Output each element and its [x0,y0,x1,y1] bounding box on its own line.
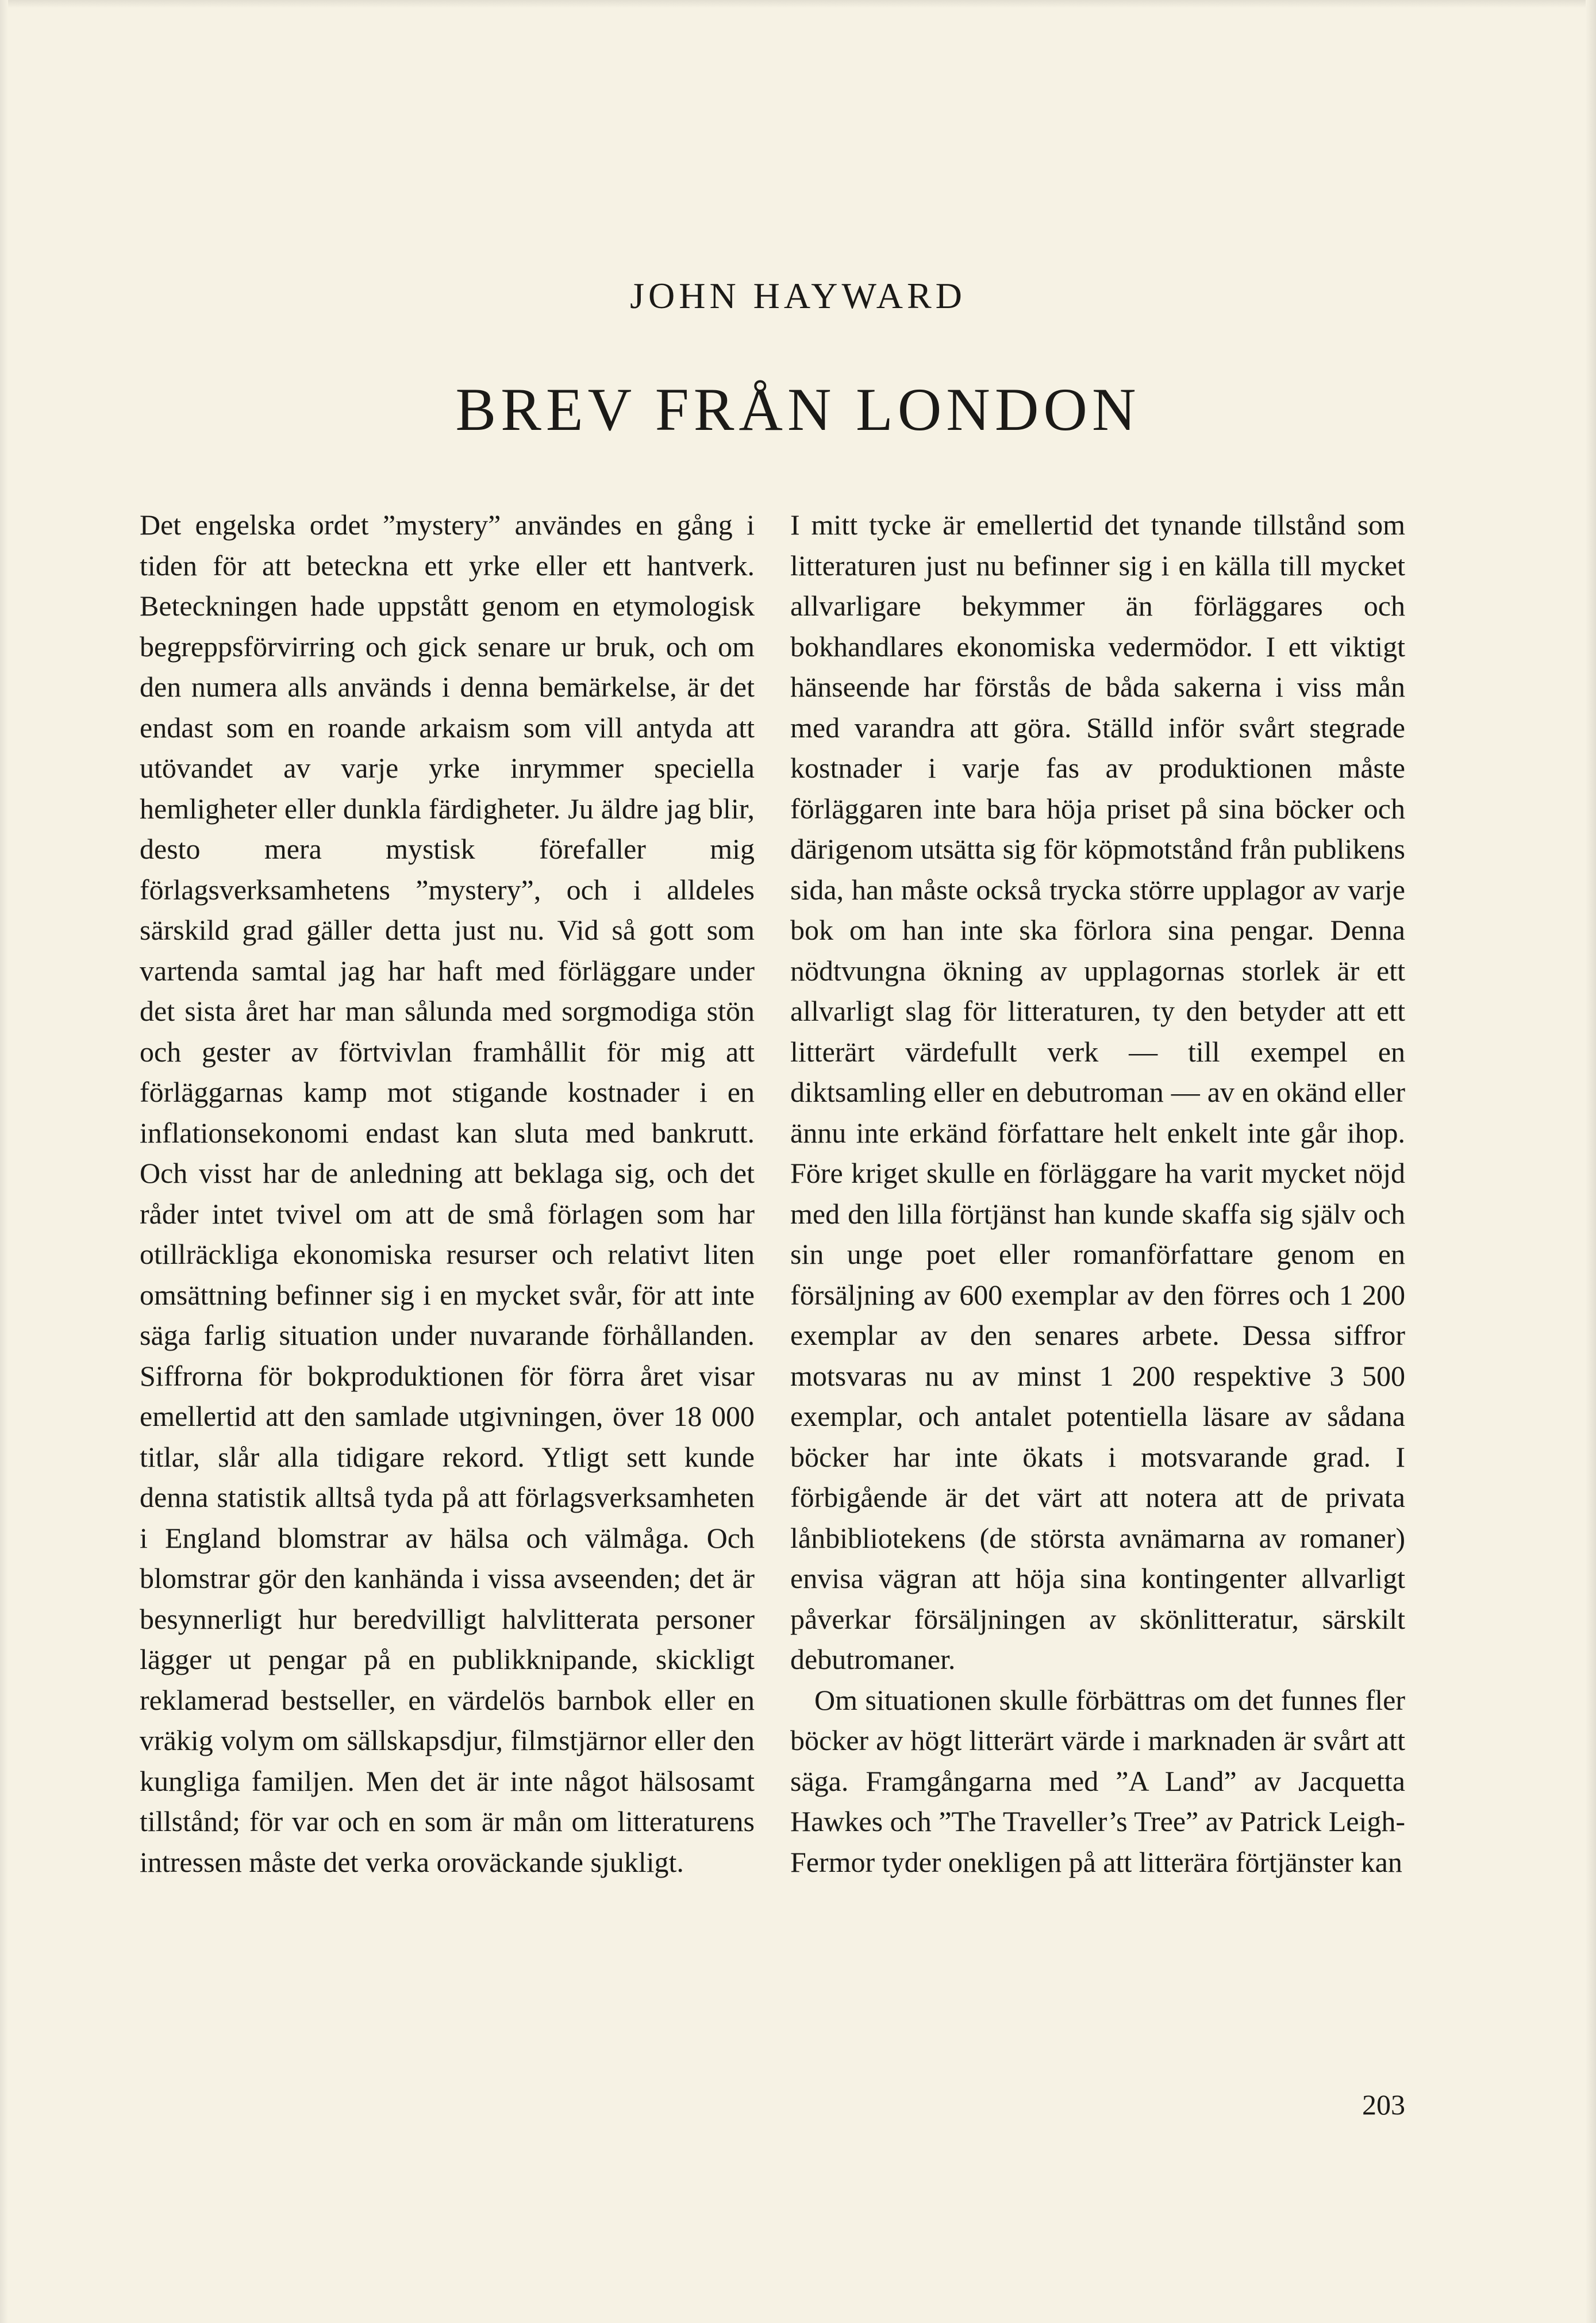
paragraph: Om situationen skulle förbättras om det funnes fler böcker av högt litterärt värde i marknaden är svårt att säga. Framgångarna med ”A Land” av Jacquetta Hawkes och ”The Traveller’s Tree” av Patrick Leigh-Fermor tyder onekligen på att litterära förtjänster kan [790,1683,1405,1878]
page-number: 203 [1362,2089,1405,2121]
article-title: BREV FRÅN LONDON [455,376,1141,443]
author-name: JOHN HAYWARD [630,275,966,316]
paragraph: I mitt tycke är emellertid det tynande tillstånd som litteraturen just nu befinner sig i en källa till mycket allvarligare bekymmer än förläggares och bokhandlares ekonomiska vedermödor. I ett viktigt hänseende har förstås de båda sakerna i viss mån med varandra att göra. Ställd inför svårt stegrade kostnader i varje fas av produktionen måste förläggaren inte bara höja priset på sina böcker och därigenom utsätta sig för köpmotstånd från publikens sida, han måste också trycka större upplagor av varje bok om han inte ska förlora sina pengar. Denna nödtvungna ökning av upplagornas storlek är ett allvarligt slag för litteraturen, ty den betyder att ett litterärt värdefullt verk — till exempel en diktsamling eller en debutroman — av en okänd eller ännu inte erkänd författare helt enkelt inte går ihop. Före kriget skulle en förläggare ha varit mycket nöjd med den lilla förtjänst han kunde skaffa sig själv och sin unge poet eller romanförfattare genom en försäljning av 600 exemplar av den förres och 1 200 exemplar av den senares arbete. Dessa siffror motsvaras nu av minst 1 200 respektive 3 500 exemplar, och antalet potentiella läsare av sådana böcker har inte ökats i motsvarande grad. I förbigående är det värt att notera att de privata lånbibliotekens (de största avnämarna av romaner) envisa vägran att höja sina kontingenter allvarligt påverkar försäljningen av skönlitteratur, särskilt debutromaner. [790,509,1405,1675]
page-edge-top [0,0,1596,8]
paragraph: Det engelska ordet ”mystery” användes en gång i tiden för att beteckna ett yrke eller ett hantverk. Beteckningen hade uppstått genom en etymologisk begreppsförvirring och gick senare ur bruk, och om den numera alls används i denna bemärkelse, är det endast som en roande arkaism som vill antyda att utövandet av varje yrke inrymmer speciella hemligheter eller dunkla färdigheter. Ju äldre jag blir, desto mera mystisk förefaller mig förlagsverksamhetens ”mystery”, och i alldeles särskild grad gäller detta just nu. Vid så gott som vartenda samtal jag har haft med förläggare under det sista året har man sålunda med sorgmodiga stön och gester av förtvivlan framhållit för mig att förläggarnas kamp mot stigande kostnader i en inflationsekonomi endast kan sluta med bankrutt. Och visst har de anledning att beklaga sig, och det råder intet tvivel om att de små förlagen som har otillräckliga ekonomiska resurser och relativt liten omsättning befinner sig i en mycket svår, för att inte säga farlig situation under nuvarande förhållanden. Siffrorna för bokproduktionen för förra året visar emellertid att den samlade utgivningen, över 18 000 titlar, slår alla tidigare rekord. Ytligt sett kunde denna statistik alltså tyda på att förlagsverksamheten i England blomstrar av hälsa och välmåga. Och blomstrar gör den kanhända i vissa avseenden; det är besynnerligt hur beredvilligt halvlitterata personer lägger ut pengar på en publikknipande, skickligt reklamerad bestseller, en värdelös barnbok eller en vräkig volym om sällskapsdjur, filmstjärnor eller den kungliga familjen. Men det är inte något hälsosamt tillstånd; för var och en som är mån om litteraturens intressen måste det verka oroväckande sjukligt. [140,509,755,1878]
page-edge-right [1586,0,1596,2323]
text-column-right [790,505,1405,1882]
page-edge-left [0,0,8,2323]
text-column-left [140,505,755,1882]
